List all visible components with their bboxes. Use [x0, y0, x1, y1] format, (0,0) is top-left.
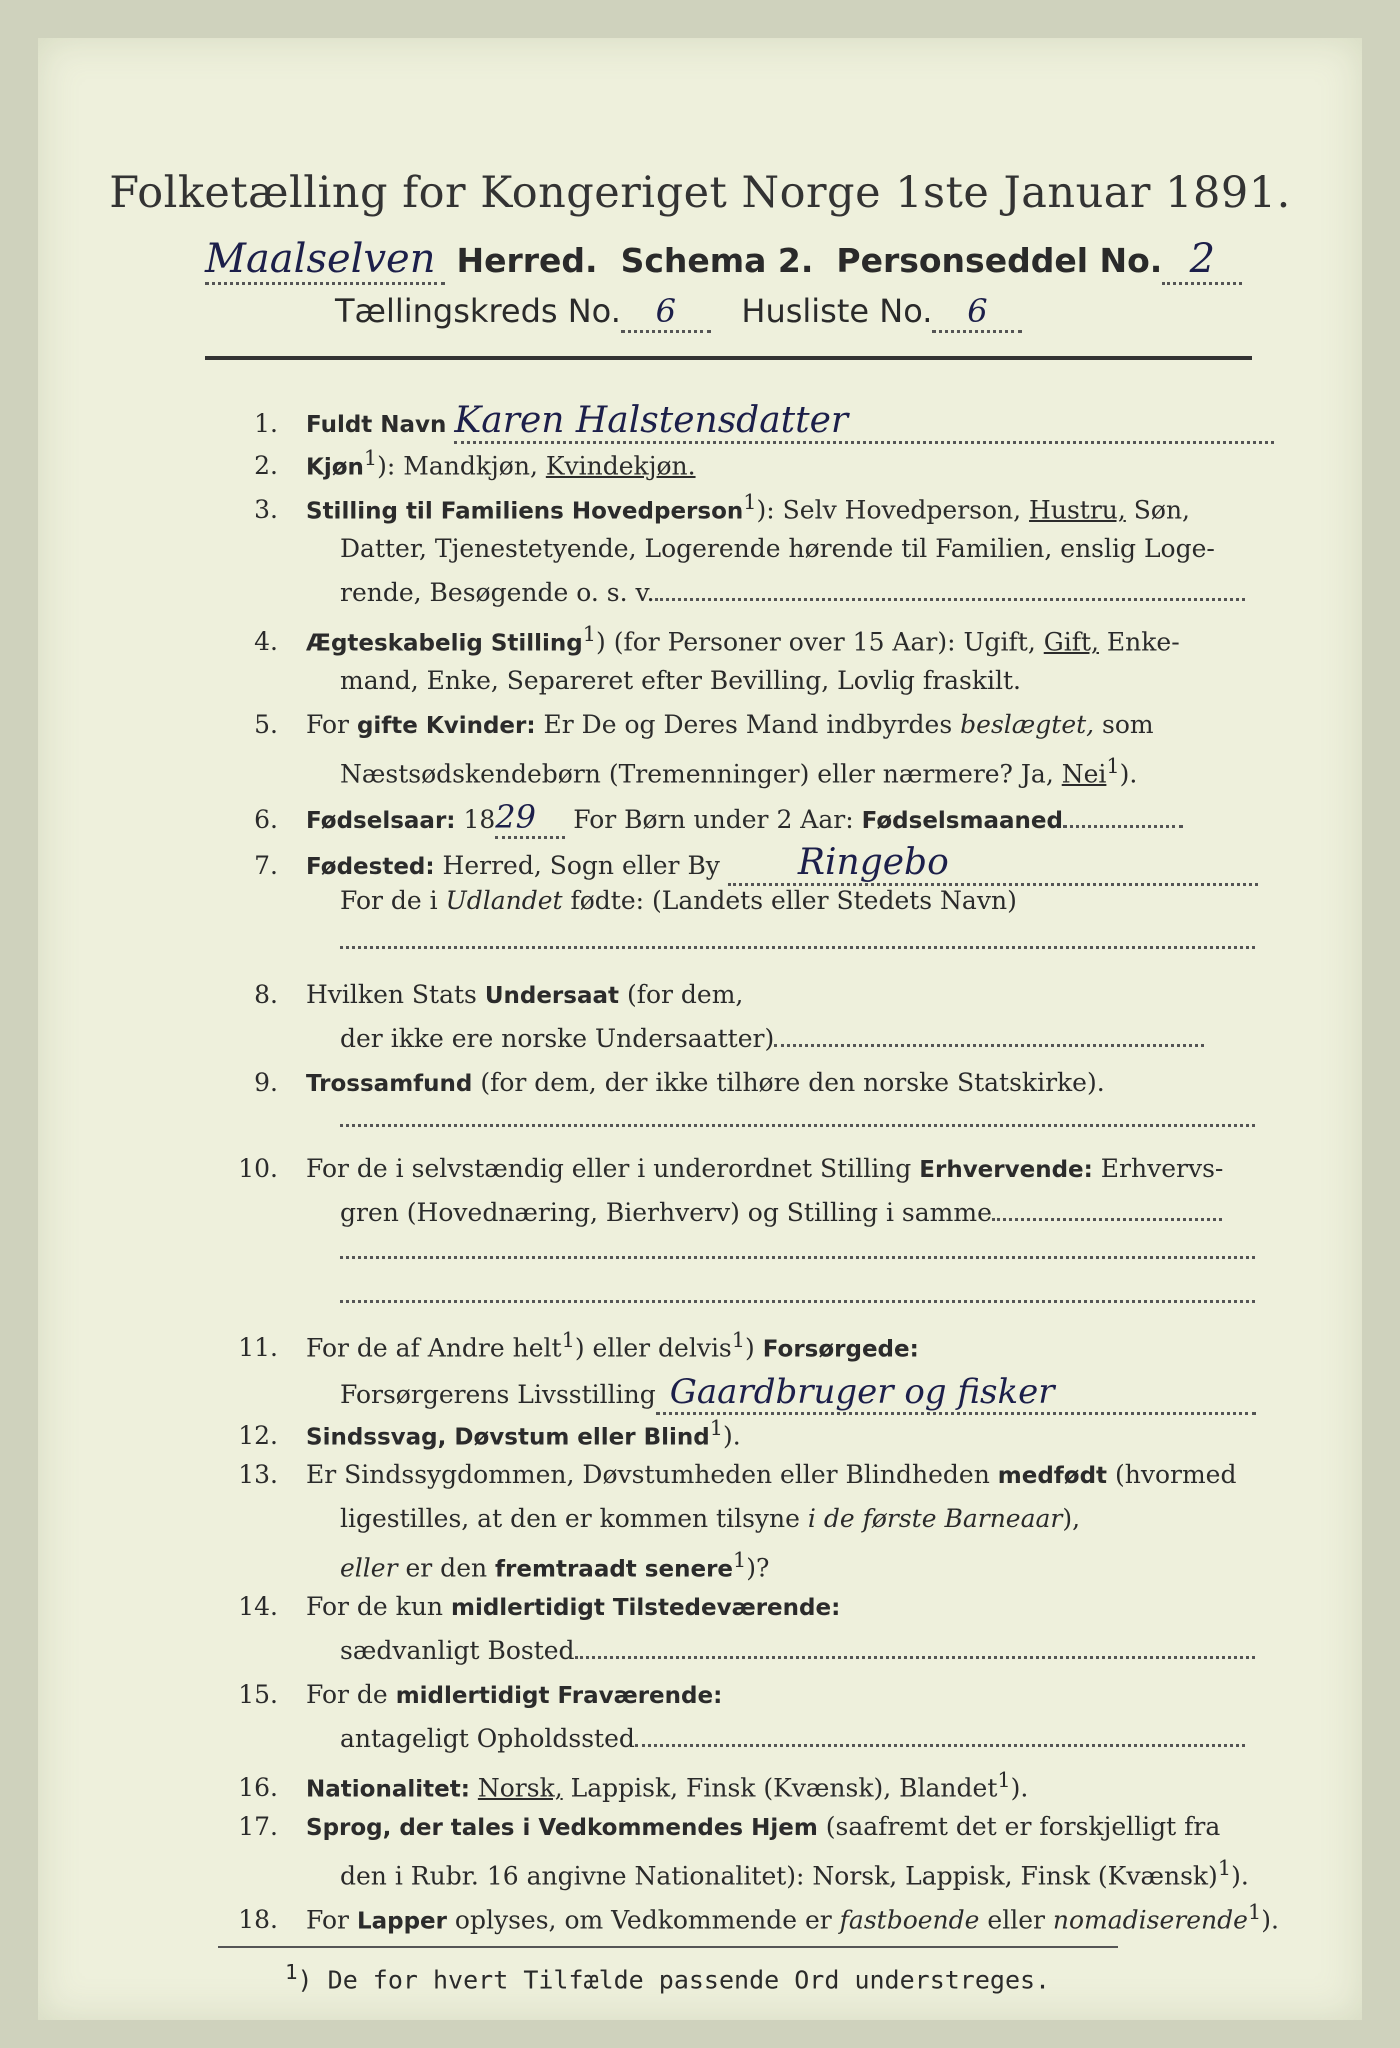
row-15: 15. For de midlertidigt Fraværende:	[238, 1680, 723, 1709]
row-2: 2. Kjøn$^1$): Mandkjøn, Kvindekjøn.	[254, 446, 696, 481]
row-10: 10. For de i selvstændig eller i underordnet Stilling Erhvervende: Erhvervs-	[238, 1154, 1224, 1183]
fuldt-navn-value: Karen Halstensdatter	[454, 400, 1274, 444]
row-7: 7. Fødested: Herred, Sogn eller By Ringebo	[212, 842, 1258, 886]
row-12: 12. Sindssvag, Døvstum eller Blind$^1$).	[238, 1416, 741, 1451]
row-17: 17. Sprog, der tales i Vedkommendes Hjem (saafremt det er forskjelligt fra	[238, 1812, 1221, 1841]
stilling-selected: Hustru,	[1029, 495, 1126, 525]
form-title: Folketælling for Kongeriget Norge 1ste Januar 1891.	[109, 168, 1291, 218]
row-11: 11. For de af Andre helt$^1$) eller delvis$^1$) Forsørgede:	[238, 1328, 919, 1363]
husliste-label: Husliste No.	[741, 292, 933, 330]
row-18: 18. For Lapper oplyses, om Vedkommende er fastboende eller nomadiserende$^1$).	[238, 1900, 1279, 1935]
forsorger-value: Gaardbruger og fisker	[656, 1372, 1256, 1415]
herred-value: Maalselven	[205, 236, 445, 285]
kjon-selected: Kvindekjøn.	[545, 451, 696, 481]
beslaegtet-selected: Nei	[1061, 759, 1107, 789]
header-rule	[205, 356, 1252, 360]
footnote-rule	[218, 1946, 1118, 1948]
row-4: 4. Ægteskabelig Stilling$^1$) (for Personer over 15 Aar): Ugift, Gift, Enke-	[254, 622, 1180, 657]
personseddel-value: 2	[1162, 236, 1242, 285]
nationalitet-selected: Norsk,	[477, 1773, 563, 1803]
row-16: 16. Nationalitet: Norsk, Lappisk, Finsk (Kvænsk), Blandet$^1$).	[238, 1768, 1029, 1803]
row-13: 13. Er Sindssygdommen, Døvstumheden eller Blindheden medfødt (hvormed	[238, 1460, 1237, 1489]
row-9: 9. Trossamfund (for dem, der ikke tilhøre den norske Statskirke).	[254, 1068, 1105, 1097]
personseddel-label: Personseddel No.	[836, 241, 1163, 280]
husliste-value: 6	[932, 292, 1022, 333]
kreds-line	[335, 292, 1022, 333]
kreds-label: Tællingskreds No.	[335, 292, 621, 330]
herred-label: Herred.	[456, 241, 598, 280]
footnote: $^1$) De for hvert Tilfælde passende Ord understreges.	[285, 1960, 1051, 1995]
row-6: 6. Fødselsaar: 1829 For Børn under 2 Aar: Fødselsmaaned	[212, 798, 1183, 839]
herred-line	[205, 236, 1242, 285]
egteskab-selected: Gift,	[1043, 627, 1099, 657]
row-8: 8. Hvilken Stats Undersaat (for dem,	[254, 980, 744, 1009]
schema-label: Schema 2.	[620, 241, 814, 280]
fuldt-navn-label: Fuldt Navn	[306, 412, 447, 438]
fodselsaar-value: 29	[495, 798, 565, 839]
row-1: 1. Fuldt Navn Karen Halstensdatter	[212, 400, 1274, 444]
fodested-value: Ringebo	[728, 842, 1258, 886]
row-5: 5. For gifte Kvinder: Er De og Deres Mand indbyrdes beslægtet, som	[254, 710, 1154, 739]
kreds-value: 6	[621, 292, 711, 333]
row-14: 14. For de kun midlertidigt Tilstedeværende:	[238, 1592, 841, 1621]
row-3: 3. Stilling til Familiens Hovedperson$^1$): Selv Hovedperson, Hustru, Søn,	[254, 490, 1191, 525]
